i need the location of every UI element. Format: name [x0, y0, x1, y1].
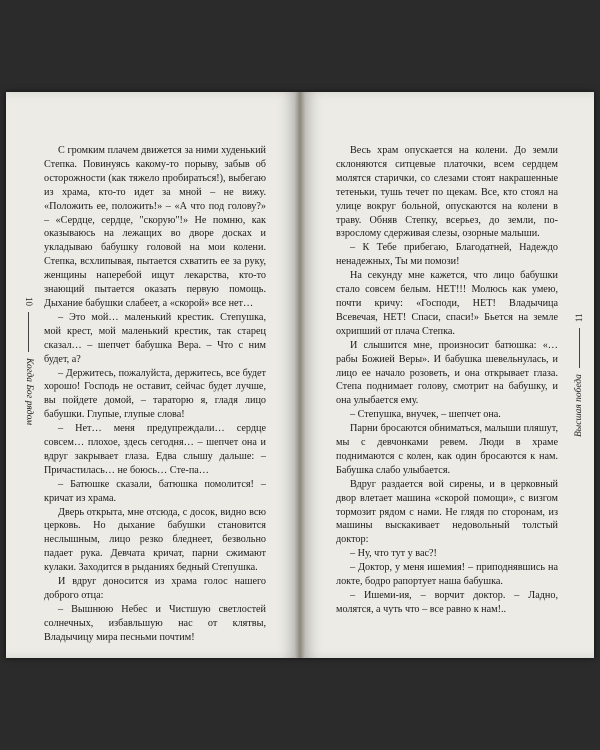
paragraph: – Ну, что тут у вас?!: [350, 548, 437, 560]
paragraph: Весь храм опускается на колени. До земли склоняются ситцевые платочки, всем сердцем молятся старички, со слезами стоят накрашенные тетеньки, тушь течет по щекам. Все, кто стоял на улице вокруг больной, опускаются на колени в траву. Обняв Степку, всерьез, до земли, по-взрослому сдерживая слезы, озорные малыши.: [336, 145, 558, 240]
paragraph: – Ишеми-ия, – ворчит доктор. – Ладно, молятся, а чуть что – все равно к нам!..: [336, 590, 558, 615]
paragraph: Вдруг раздается вой сирены, и в церковный двор влетает машина «скорой помощи», с визгом тормозит рядом с нами. Не глядя по сторонам, из машины выскакивает недовольный толстый доктор:: [336, 478, 558, 546]
header-rule: [579, 328, 580, 368]
book-spread: [6, 92, 594, 658]
left-running-head-title: Когда Бог рядом: [24, 358, 34, 426]
right-page-number: 11: [574, 313, 584, 323]
header-rule: [29, 312, 30, 352]
left-body-text: [44, 144, 266, 645]
right-page: [300, 92, 594, 658]
paragraph: – Степушка, внучек, – шепчет она.: [350, 409, 501, 421]
paragraph: И слышится мне, произносит батюшка: «…рабы Божией Веры». И бабушка шевельнулась, и лицо ее начало розоветь, и она открывает глаза. Степа поднимает голову, смотрит на бабушку, и она улыбается ему.: [336, 339, 558, 407]
left-page-number: 10: [24, 297, 34, 306]
right-body-text: [336, 144, 558, 617]
paragraph: – Нет… меня предупреждали… сердце совсем… плохое, здесь сегодня… – шепчет она и вдруг закрывает глаза. Едва слышу дальше: – Причастилась… не боюсь… Сте-па…: [44, 423, 266, 476]
right-running-head: [574, 313, 584, 437]
paragraph: – Доктор, у меня ишемия! – приподнявшись на локте, бодро рапортует наша бабушка.: [336, 562, 558, 588]
paragraph: – Батюшке сказали, батюшка помолится! – кричат из храма.: [44, 478, 266, 504]
paragraph: – К Тебе прибегаю, Благодатней, Надеждо ненадежных, Ты ми помози!: [336, 242, 558, 268]
paragraph: – Держитесь, пожалуйста, держитесь, все будет хорошо! Господь не оставит, сейчас будет лучше, вы пойдете домой, – тараторю я, гладя лицо бабушки. Глупые, глупые слова!: [44, 367, 266, 421]
paragraph: – Это мой… маленький крестик. Степушка, мой крест, мой маленький крестик, так старец сказал… – шепчет бабушка Вера. – Что с ним будет, а?: [44, 311, 266, 365]
paragraph: Парни бросаются обниматься, малыши пляшут, мы с девчонками ревем. Люди в храме поднимаются с колен, как один бросаются к нам. Бабушка слабо улыбается.: [336, 423, 558, 476]
paragraph: На секунду мне кажется, что лицо бабушки стало совсем белым. НЕТ!!! Молюсь как умею, почти кричу: «Господи, НЕТ! Владычица Всевечая, НЕТ! Спаси, спаси!» Бьется на земле охрипший от плача Степка.: [336, 270, 558, 337]
paragraph: С громким плачем движется за ними худенький Степка. Повинуясь какому-то порыву, забыв об осторожности (как тяжело пробираться!), выбегаю из храма, кто-то идет за мной – не вижу. «Положить ее, положить!» – «А что под голову?» – «Сердце, сердце, "скорую"!» Не помню, как оказываюсь на лежащих во дворе досках и укладываю бабушку головой на мои колени. Степка, всхлипывая, пытается схватить ее за руку, женщины наперебой ищут лекарства, кто-то знающий пытается оказать первую помощь. Дыхание бабушки слабеет, а «скорой» все нет…: [44, 145, 266, 309]
left-page: [6, 92, 300, 658]
paragraph: И вдруг доносится из храма голос нашего доброго отца:: [44, 576, 266, 601]
right-running-head-title: Высшая победа: [574, 374, 584, 437]
paragraph: Дверь открыта, мне отсюда, с досок, видно всю церковь. Но дыхание бабушки становится неслышным, лицо резко бледнеет, безвольно падает рука. Девчата кричат, парни сжимают кулаки. Заходится в рыданиях бедный Степушка.: [44, 506, 266, 574]
paragraph: – Вышнюю Небес и Чистшую светлостей солнечных, избавльшую нас от клятвы, Владычицу мира песньми почтим!: [44, 603, 266, 643]
left-running-head: [24, 297, 34, 425]
book-gutter: [295, 92, 305, 658]
